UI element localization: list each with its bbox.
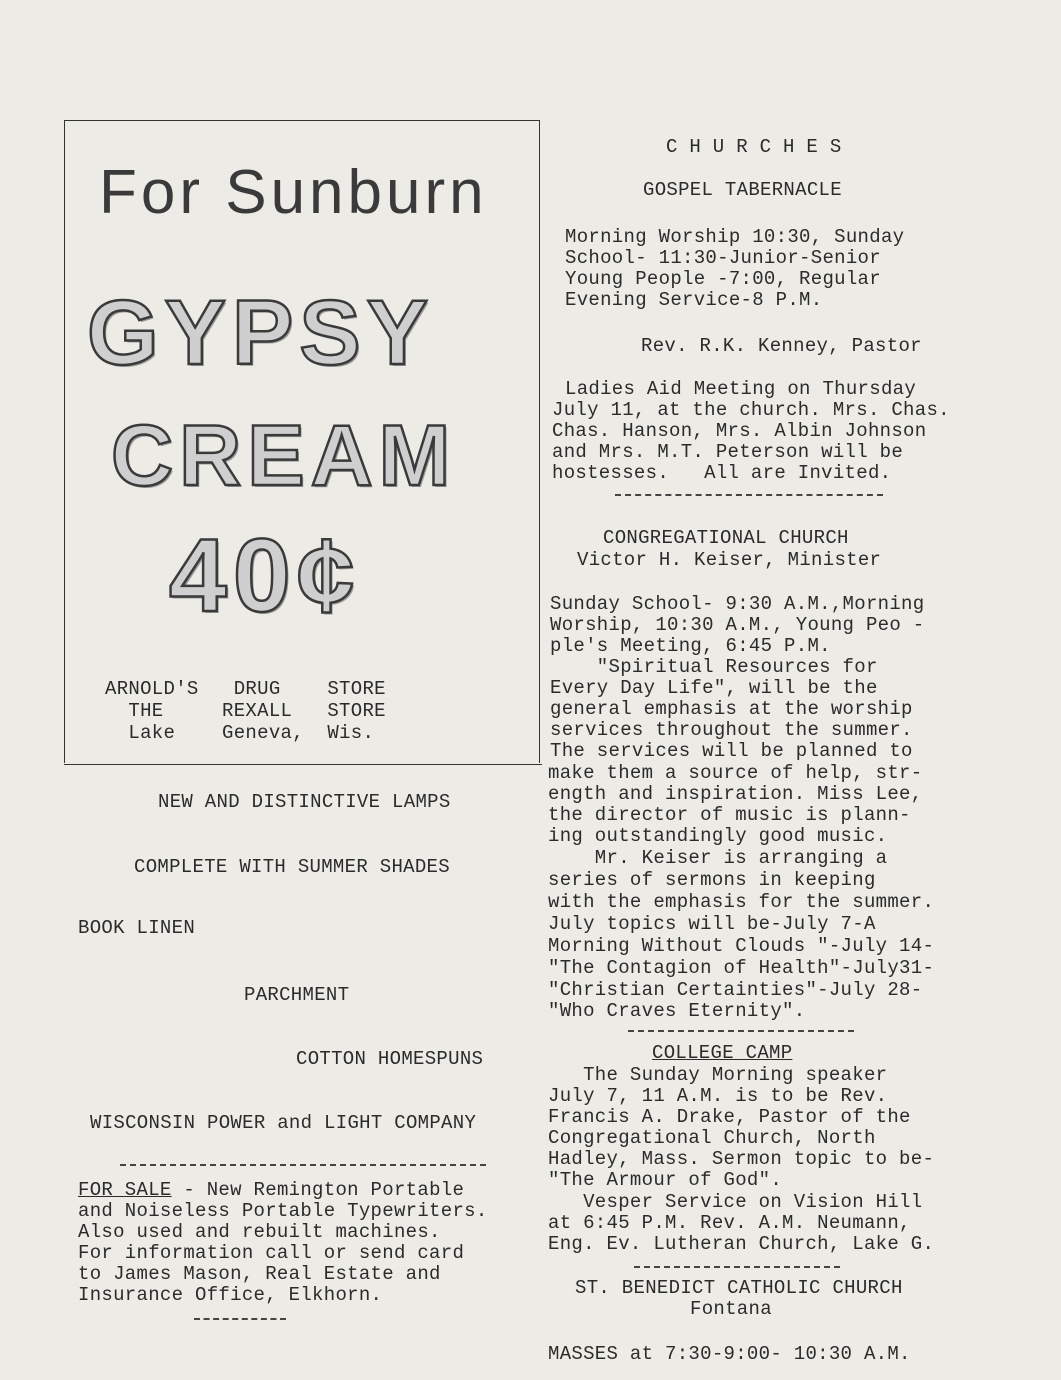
for-sale-line: and Noiseless Portable Typewriters. — [78, 1200, 488, 1222]
congregational-line: "Who Craves Eternity". — [548, 1000, 806, 1022]
gospel-schedule-line: School- 11:30-Junior-Senior — [565, 247, 881, 269]
ladies-aid-line: and Mrs. M.T. Peterson will be — [552, 441, 904, 463]
for-sale-line: to James Mason, Real Estate and — [78, 1263, 441, 1285]
college-camp-line: Congregational Church, North — [548, 1127, 876, 1149]
congregational-line: ple's Meeting, 6:45 P.M. — [550, 635, 831, 657]
congregational-line: Sunday School- 9:30 A.M.,Morning — [550, 593, 925, 615]
college-camp-line: at 6:45 P.M. Rev. A.M. Neumann, — [548, 1212, 911, 1234]
congregational-line: July topics will be-July 7-A — [548, 913, 876, 935]
college-camp-line: Eng. Ev. Lutheran Church, Lake G. — [548, 1233, 935, 1255]
churches-header: C H U R C H E S — [666, 136, 842, 158]
ad-store-row1: ARNOLD'S DRUG STORE — [105, 678, 386, 700]
congregational-line: "The Contagion of Health"-July31- — [548, 957, 935, 979]
congregational-line: with the emphasis for the summer. — [548, 891, 935, 913]
lamps-line3: BOOK LINEN — [78, 917, 196, 939]
ladies-aid-line: Chas. Hanson, Mrs. Albin Johnson — [552, 420, 927, 442]
college-camp-title: COLLEGE CAMP — [652, 1042, 793, 1064]
for-sale-line: Insurance Office, Elkhorn. — [78, 1284, 383, 1306]
college-camp-line: Hadley, Mass. Sermon topic to be- — [548, 1148, 935, 1170]
ladies-aid-line: Ladies Aid Meeting on Thursday — [565, 378, 917, 400]
congregational-line: "Spiritual Resources for — [550, 656, 878, 678]
congregational-line: The services will be planned to — [550, 740, 913, 762]
college-camp-line: "The Armour of God". — [548, 1169, 783, 1191]
college-camp-line: Vesper Service on Vision Hill — [548, 1191, 923, 1213]
gospel-tabernacle-title: GOSPEL TABERNACLE — [643, 179, 842, 201]
congregational-line: services throughout the summer. — [550, 719, 913, 741]
ad-bottom-rule — [64, 764, 542, 765]
college-camp-line: July 7, 11 A.M. is to be Rev. — [548, 1085, 888, 1107]
for-sale-line: For information call or send card — [78, 1242, 465, 1264]
college-camp-line: The Sunday Morning speaker — [548, 1064, 888, 1086]
congregational-line: Every Day Life", will be the — [550, 677, 878, 699]
divider — [615, 494, 883, 496]
for-sale-line: Also used and rebuilt machines. — [78, 1221, 441, 1243]
divider — [194, 1318, 286, 1320]
congregational-line: make them a source of help, str- — [548, 762, 923, 784]
gospel-schedule-line: Young People -7:00, Regular — [565, 268, 881, 290]
ad-price: 40¢ — [169, 518, 361, 634]
ladies-aid-line: July 11, at the church. Mrs. Chas. — [552, 399, 950, 421]
st-benedict-masses: MASSES at 7:30-9:00- 10:30 A.M. — [548, 1343, 911, 1365]
gospel-schedule-line: Evening Service-8 P.M. — [565, 289, 823, 311]
for-sale-heading: FOR SALE — [78, 1179, 172, 1201]
college-camp-line: Francis A. Drake, Pastor of the — [548, 1106, 911, 1128]
congregational-line: series of sermons in keeping — [548, 869, 876, 891]
divider — [120, 1164, 486, 1166]
congregational-line: ing outstandingly good music. — [548, 825, 888, 847]
congregational-title: CONGREGATIONAL CHURCH — [603, 527, 849, 549]
congregational-line: "Christian Certainties"-July 28- — [548, 979, 923, 1001]
congregational-line: Worship, 10:30 A.M., Young Peo - — [550, 614, 925, 636]
lamps-line4: PARCHMENT — [244, 984, 350, 1006]
gospel-schedule-line: Morning Worship 10:30, Sunday — [565, 226, 905, 248]
st-benedict-title: ST. BENEDICT CATHOLIC CHURCH — [575, 1277, 903, 1299]
lamps-line1: NEW AND DISTINCTIVE LAMPS — [158, 791, 451, 813]
divider — [628, 1030, 854, 1032]
congregational-line: the director of music is plann- — [548, 804, 911, 826]
gospel-pastor: Rev. R.K. Kenney, Pastor — [641, 335, 922, 357]
lamps-line5: COTTON HOMESPUNS — [296, 1048, 484, 1070]
st-benedict-location: Fontana — [690, 1298, 772, 1320]
ad-product-line1: GYPSY — [87, 282, 435, 384]
congregational-line: ength and inspiration. Miss Lee, — [548, 783, 923, 805]
ad-sunburn-title: For Sunburn — [99, 158, 488, 227]
congregational-minister: Victor H. Keiser, Minister — [577, 549, 882, 571]
congregational-line: Mr. Keiser is arranging a — [548, 847, 888, 869]
divider — [634, 1266, 840, 1268]
lamps-company: WISCONSIN POWER and LIGHT COMPANY — [90, 1112, 477, 1134]
lamps-line2: COMPLETE WITH SUMMER SHADES — [134, 856, 450, 878]
congregational-line: general emphasis at the worship — [550, 698, 913, 720]
for-sale-line-0: - New Remington Portable — [171, 1179, 465, 1201]
ad-store-row3: Lake Geneva, Wis. — [105, 722, 375, 744]
congregational-line: Morning Without Clouds "-July 14- — [548, 935, 935, 957]
ad-product-line2: CREAM — [111, 408, 457, 504]
ad-store-row2: THE REXALL STORE — [105, 700, 386, 722]
ladies-aid-line: hostesses. All are Invited. — [552, 462, 892, 484]
gypsy-cream-ad — [64, 120, 540, 763]
for-sale-first-line — [78, 1180, 464, 1202]
